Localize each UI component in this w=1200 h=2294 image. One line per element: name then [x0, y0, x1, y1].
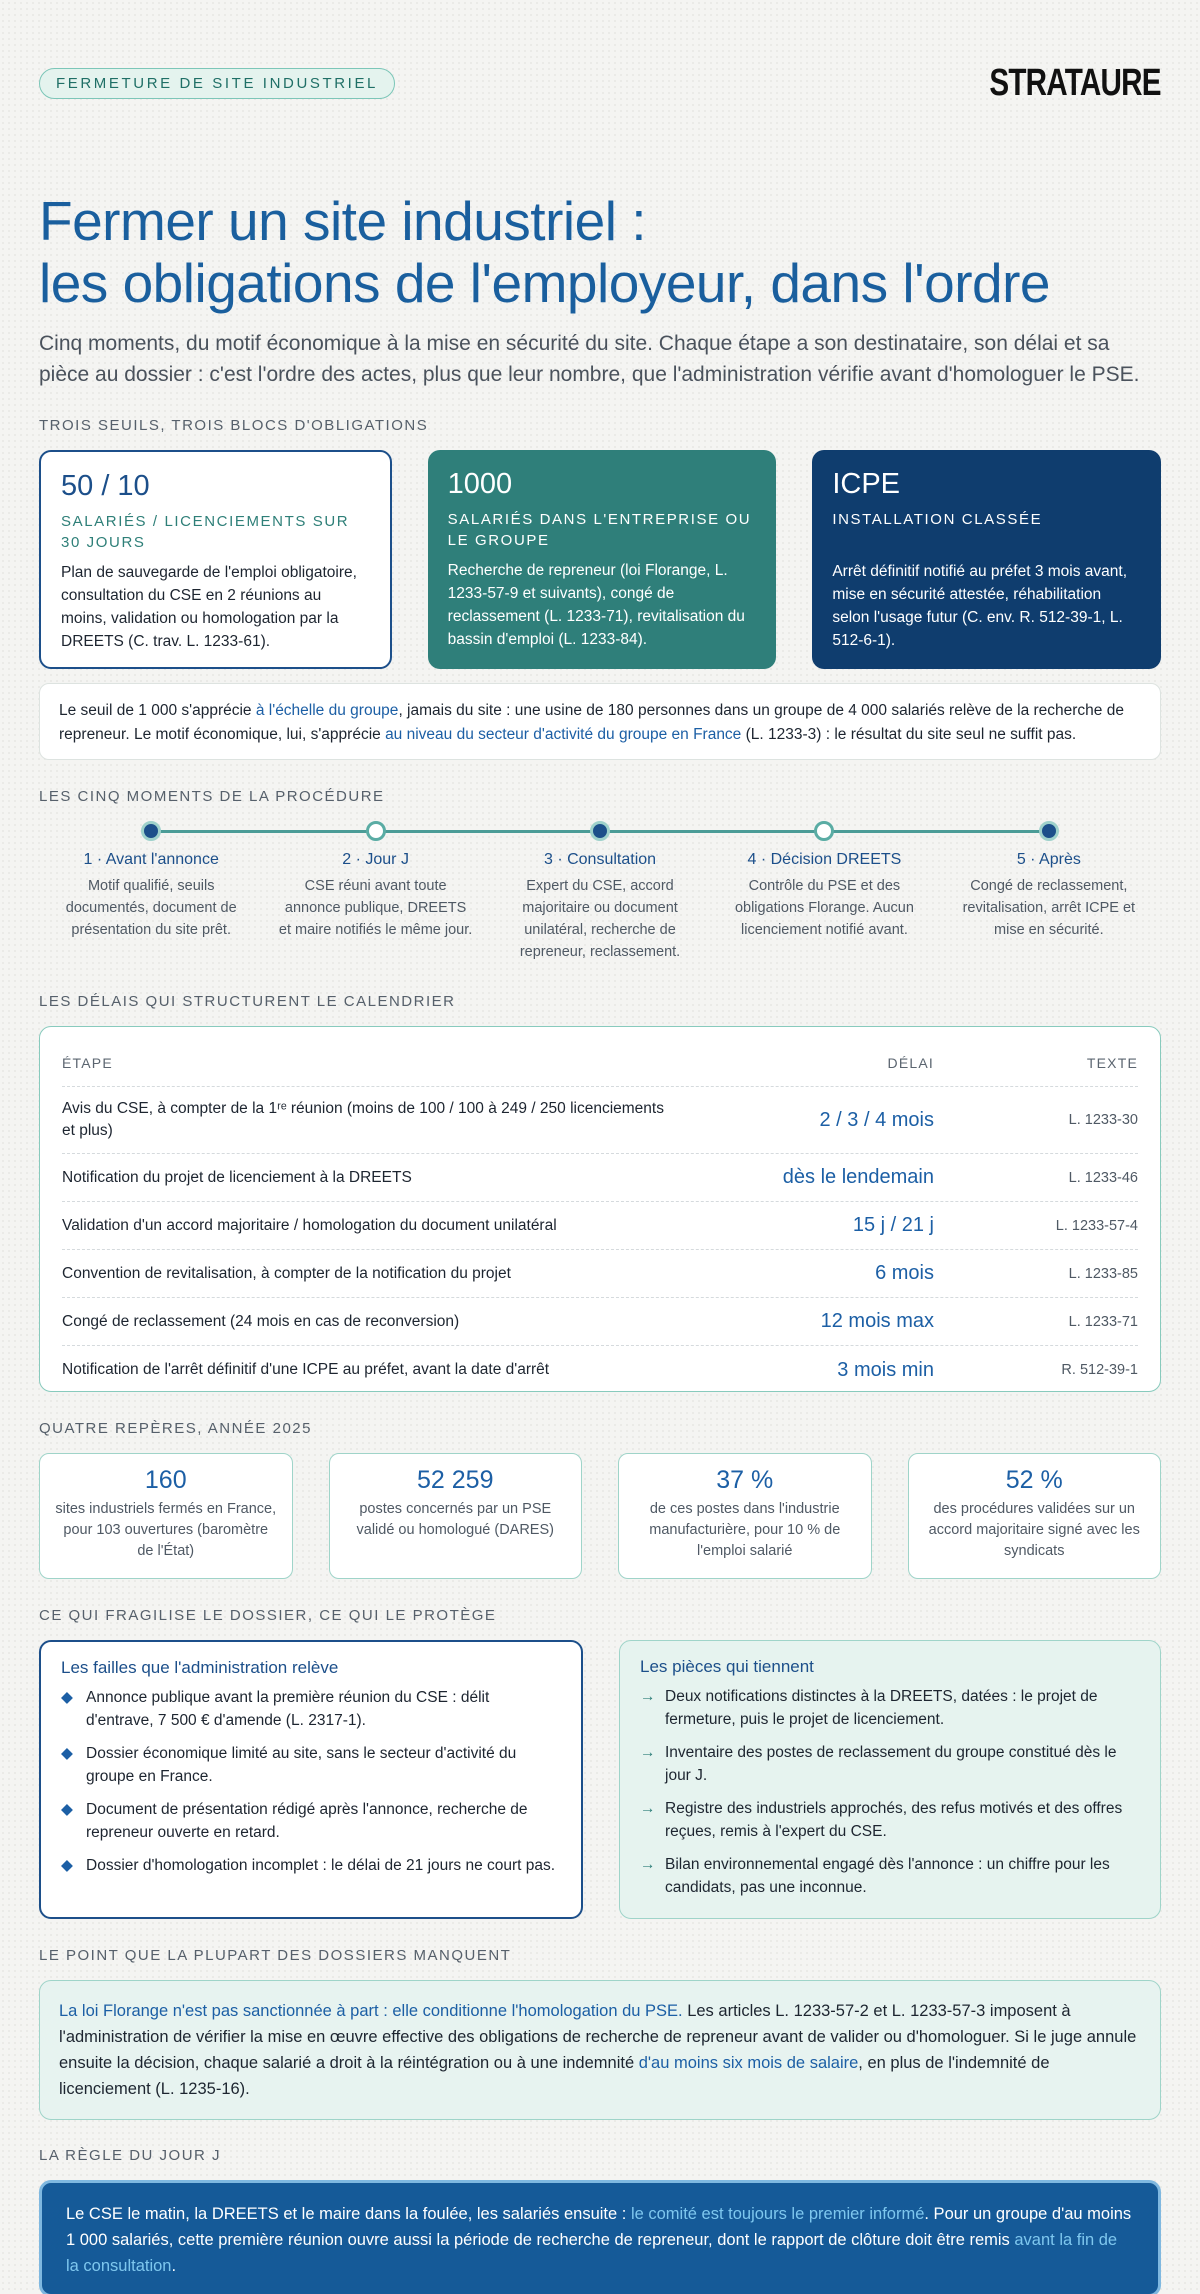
threshold-value: ICPE	[832, 468, 901, 500]
step-title: 2 · Jour J	[342, 851, 409, 868]
kpi-card	[39, 1453, 293, 1579]
timeline-step	[488, 821, 712, 963]
list-item-text: Dossier économique limité au site, sans le secteur d'activité du groupe en France.	[86, 1745, 517, 1785]
list-item	[640, 1741, 1140, 1787]
threshold-value: 50 / 10	[61, 470, 150, 502]
rule-text: .	[171, 2257, 177, 2275]
table-row	[62, 1202, 1138, 1250]
arrow-right-icon: →	[640, 1744, 656, 1761]
rule-text: . Pour un groupe d'au moins 1 000 salariés, cette première réunion ouvre aussi la période de recherche de repreneur, dont le rapport de clôture doit être remis	[66, 2205, 1132, 2249]
threshold-card-icpe	[812, 450, 1161, 669]
list-item-text: Annonce publique avant la première réunion du CSE : délit d'entrave, 7 500 € d'amende (L. 2317-1).	[86, 1689, 490, 1729]
title-line-2: les obligations de l'employeur, dans l'ordre	[39, 252, 1050, 314]
threshold-label: INSTALLATION CLASSÉE	[832, 511, 1043, 528]
step-description: Contrôle du PSE et des obligations Florange. Aucun licenciement notifié avant.	[734, 878, 914, 938]
list-item	[61, 1854, 561, 1877]
step-description: Expert du CSE, accord majoritaire ou document unilatéral, recherche de repreneur, reclassement.	[519, 878, 681, 960]
procedure-timeline	[39, 821, 1161, 981]
cell-step: Notification de l'arrêt définitif d'une ICPE au préfet, avant la date d'arrêt	[62, 1361, 550, 1378]
timeline-heading: LES CINQ MOMENTS DE LA PROCÉDURE	[39, 788, 385, 805]
kpi-value: 37 %	[716, 1466, 774, 1494]
threshold-note	[39, 683, 1161, 760]
kpi-card	[908, 1453, 1162, 1579]
threshold-description: Arrêt définitif notifié au préfet 3 mois avant, mise en sécurité attestée, réhabilitation selon l'usage futur (C. env. R. 512-39-1, L. 512-6-1).	[832, 563, 1127, 649]
step-title: 1 · Avant l'annonce	[83, 851, 219, 868]
florange-callout	[39, 1980, 1161, 2120]
cell-delay: 6 mois	[875, 1262, 934, 1284]
kpi-value: 160	[144, 1466, 187, 1494]
list-item	[61, 1742, 561, 1788]
column-header: TEXTE	[1086, 1054, 1138, 1071]
timeline-step	[937, 821, 1161, 963]
list-item	[640, 1797, 1140, 1843]
note-text: (L. 1233-3) : le résultat du site seul ne suffit pas.	[741, 726, 1077, 743]
cell-delay: 3 mois min	[837, 1358, 934, 1381]
delays-heading: LES DÉLAIS QUI STRUCTURENT LE CALENDRIER	[39, 993, 456, 1010]
cell-text: L. 1233-71	[1068, 1313, 1138, 1330]
step-description: Congé de reclassement, revitalisation, arrêt ICPE et mise en sécurité.	[962, 878, 1136, 938]
kpi-label: de ces postes dans l'industrie manufacturière, pour 10 % de l'emploi salarié	[649, 1501, 841, 1559]
step-marker-icon	[814, 821, 834, 841]
threshold-card-group	[428, 450, 777, 669]
threshold-description: Recherche de repreneur (loi Florange, L. 1233-57-9 et suivants), congé de reclassement (L. 1233-71), revitalisation du bassin d'emploi (L. 1233-84).	[447, 562, 745, 648]
step-description: CSE réuni avant toute annonce publique, DREETS et maire notifiés le même jour.	[278, 878, 473, 938]
note-text: , jamais du site : une usine de 180 personnes dans un groupe de 4 000 salariés relève de la recherche de repreneur. Le motif économique, lui, s'apprécie	[59, 702, 1124, 743]
step-marker-icon	[366, 821, 386, 841]
list-item-text: Document de présentation rédigé après l'annonce, recherche de repreneur ouverte en retard.	[86, 1801, 528, 1841]
risks-columns	[39, 1640, 1161, 1919]
note-highlight: à l'échelle du groupe	[255, 702, 399, 719]
callout-text: , en plus de l'indemnité de licenciement (L. 1235-16).	[59, 2054, 1050, 2098]
diamond-icon: ◆	[61, 1689, 73, 1706]
kpi-label: des procédures validées sur un accord majoritaire signé avec les syndicats	[928, 1501, 1140, 1559]
thresholds-heading: TROIS SEUILS, TROIS BLOCS D'OBLIGATIONS	[39, 417, 429, 434]
column-header: DÉLAI	[887, 1054, 934, 1071]
callout-highlight: La loi Florange n'est pas sanctionnée à part : elle conditionne l'homologation du PSE.	[59, 2002, 683, 2020]
day-j-rule-box	[39, 2180, 1161, 2294]
step-description: Motif qualifié, seuils documentés, document de présentation du site prêt.	[65, 878, 237, 938]
kpi-value: 52 %	[1005, 1466, 1063, 1494]
cell-delay: 12 mois max	[820, 1310, 934, 1332]
intro-paragraph: Cinq moments, du motif économique à la mise en sécurité du site. Chaque étape a son destinataire, son délai et sa pièce au dossier : c'est l'ordre des actes, plus que leur nombre, que l'administration vérifie avant d'homologuer le PSE.	[39, 332, 1140, 386]
step-marker-icon	[1039, 821, 1059, 841]
cell-step: Notification du projet de licenciement à la DREETS	[62, 1168, 412, 1186]
threshold-label: SALARIÉS DANS L'ENTREPRISE OU LE GROUPE	[447, 511, 752, 549]
cell-text: L. 1233-30	[1068, 1112, 1138, 1128]
panel-title: Les failles que l'administration relève	[61, 1658, 339, 1677]
arrow-right-icon: →	[640, 1688, 656, 1705]
panel-title: Les pièces qui tiennent	[640, 1657, 814, 1676]
cell-text: L. 1233-57-4	[1055, 1217, 1138, 1234]
timeline-step	[39, 821, 263, 963]
kpi-label: sites industriels fermés en France, pour 103 ouvertures (baromètre de l'État)	[55, 1501, 277, 1559]
cell-step: Validation d'un accord majoritaire / homologation du document unilatéral	[62, 1216, 557, 1234]
list-item-text: Dossier d'homologation incomplet : le délai de 21 jours ne court pas.	[86, 1857, 556, 1874]
threshold-description: Plan de sauvegarde de l'emploi obligatoire, consultation du CSE en 2 réunions au moins, validation ou homologation par la DREETS (C. trav. L. 1233-61).	[61, 564, 357, 650]
table-row	[62, 1346, 1138, 1394]
cell-text: L. 1233-46	[1068, 1169, 1138, 1186]
kpis-heading: QUATRE REPÈRES, ANNÉE 2025	[39, 1420, 312, 1437]
step-title: 5 · Après	[1016, 851, 1081, 868]
diamond-icon: ◆	[61, 1857, 73, 1874]
threshold-value: 1000	[447, 468, 513, 500]
diamond-icon: ◆	[61, 1745, 73, 1762]
delays-table	[39, 1026, 1161, 1392]
list-item-text: Deux notifications distinctes à la DREETS, datées : le projet de fermeture, puis le projet de licenciement.	[665, 1688, 1098, 1728]
list-item	[61, 1686, 561, 1732]
table-row	[62, 1087, 1138, 1154]
list-item	[640, 1685, 1140, 1731]
kpi-value: 52 259	[417, 1466, 494, 1494]
rule-text: Le CSE le matin, la DREETS et le maire dans la foulée, les salariés ensuite :	[66, 2205, 631, 2223]
cell-text: L. 1233-85	[1068, 1265, 1138, 1282]
note-highlight: au niveau du secteur d'activité du groupe en France	[385, 726, 742, 743]
diamond-icon: ◆	[61, 1801, 73, 1818]
column-header: ÉTAPE	[62, 1054, 113, 1071]
title-line-1: Fermer un site industriel :	[39, 190, 646, 252]
category-tag: FERMETURE DE SITE INDUSTRIEL	[39, 68, 395, 99]
list-item	[61, 1798, 561, 1844]
thresholds-cards	[39, 450, 1161, 669]
callout-highlight: d'au moins six mois de salaire	[638, 2054, 859, 2072]
list-item	[640, 1853, 1140, 1899]
list-item-text: Registre des industriels approchés, des refus motivés et des offres reçues, remis à l'expert du CSE.	[665, 1800, 1123, 1840]
rule-highlight: avant la fin de la consultation	[66, 2231, 1118, 2275]
cell-step: Congé de reclassement (24 mois en cas de reconversion)	[62, 1312, 460, 1330]
step-title: 4 · Décision DREETS	[747, 851, 902, 868]
cell-step: Convention de revitalisation, à compter de la notification du projet	[62, 1264, 511, 1282]
cell-delay: 2 / 3 / 4 mois	[819, 1108, 934, 1131]
page-title	[39, 190, 1161, 314]
cell-text: R. 512-39-1	[1061, 1362, 1138, 1378]
table-row	[62, 1154, 1138, 1202]
kpi-card	[618, 1453, 872, 1579]
list-item-text: Inventaire des postes de reclassement du groupe constitué dès le jour J.	[665, 1744, 1117, 1784]
cell-delay: dès le lendemain	[782, 1166, 934, 1188]
threshold-label: SALARIÉS / LICENCIEMENTS SUR 30 JOURS	[61, 513, 350, 551]
risks-heading: CE QUI FRAGILISE LE DOSSIER, CE QUI LE PROTÈGE	[39, 1607, 497, 1624]
cell-delay: 15 j / 21 j	[852, 1214, 934, 1236]
weaknesses-panel	[39, 1640, 583, 1919]
step-title: 3 · Consultation	[543, 851, 657, 868]
brand-logo: STRATAURE	[989, 61, 1161, 104]
kpi-label: postes concernés par un PSE validé ou homologué (DARES)	[356, 1501, 554, 1538]
kpi-cards	[39, 1453, 1161, 1579]
missing-heading: LE POINT QUE LA PLUPART DES DOSSIERS MANQUENT	[39, 1947, 512, 1964]
note-text: Le seuil de 1 000 s'apprécie	[59, 702, 256, 719]
table-row	[62, 1298, 1138, 1346]
strengths-panel	[619, 1640, 1161, 1919]
step-marker-icon	[141, 821, 161, 841]
rule-heading: LA RÈGLE DU JOUR J	[39, 2147, 222, 2164]
timeline-step	[263, 821, 487, 963]
table-header	[62, 1039, 1138, 1087]
kpi-card	[329, 1453, 583, 1579]
timeline-step	[712, 821, 936, 963]
arrow-right-icon: →	[640, 1856, 656, 1873]
arrow-right-icon: →	[640, 1800, 656, 1817]
rule-highlight: le comité est toujours le premier informé	[630, 2205, 925, 2223]
table-row	[62, 1250, 1138, 1298]
header	[39, 61, 1161, 104]
threshold-card-psE	[39, 450, 392, 669]
callout-text: Les articles L. 1233-57-2 et L. 1233-57-3 imposent à l'administration de vérifier la mise en œuvre effective des obligations de recherche de repreneur avant de valider ou d'homologuer. Si le juge annule ensuite la décision, chaque salarié a droit à la réintégration ou à une indemnité	[59, 2002, 1137, 2072]
step-marker-icon	[590, 821, 610, 841]
list-item-text: Bilan environnemental engagé dès l'annonce : un chiffre pour les candidats, pas une inconnue.	[665, 1856, 1110, 1896]
cell-step: Avis du CSE, à compter de la 1ʳᵉ réunion (moins de 100 / 100 à 249 / 250 licenciements et plus)	[62, 1100, 664, 1139]
